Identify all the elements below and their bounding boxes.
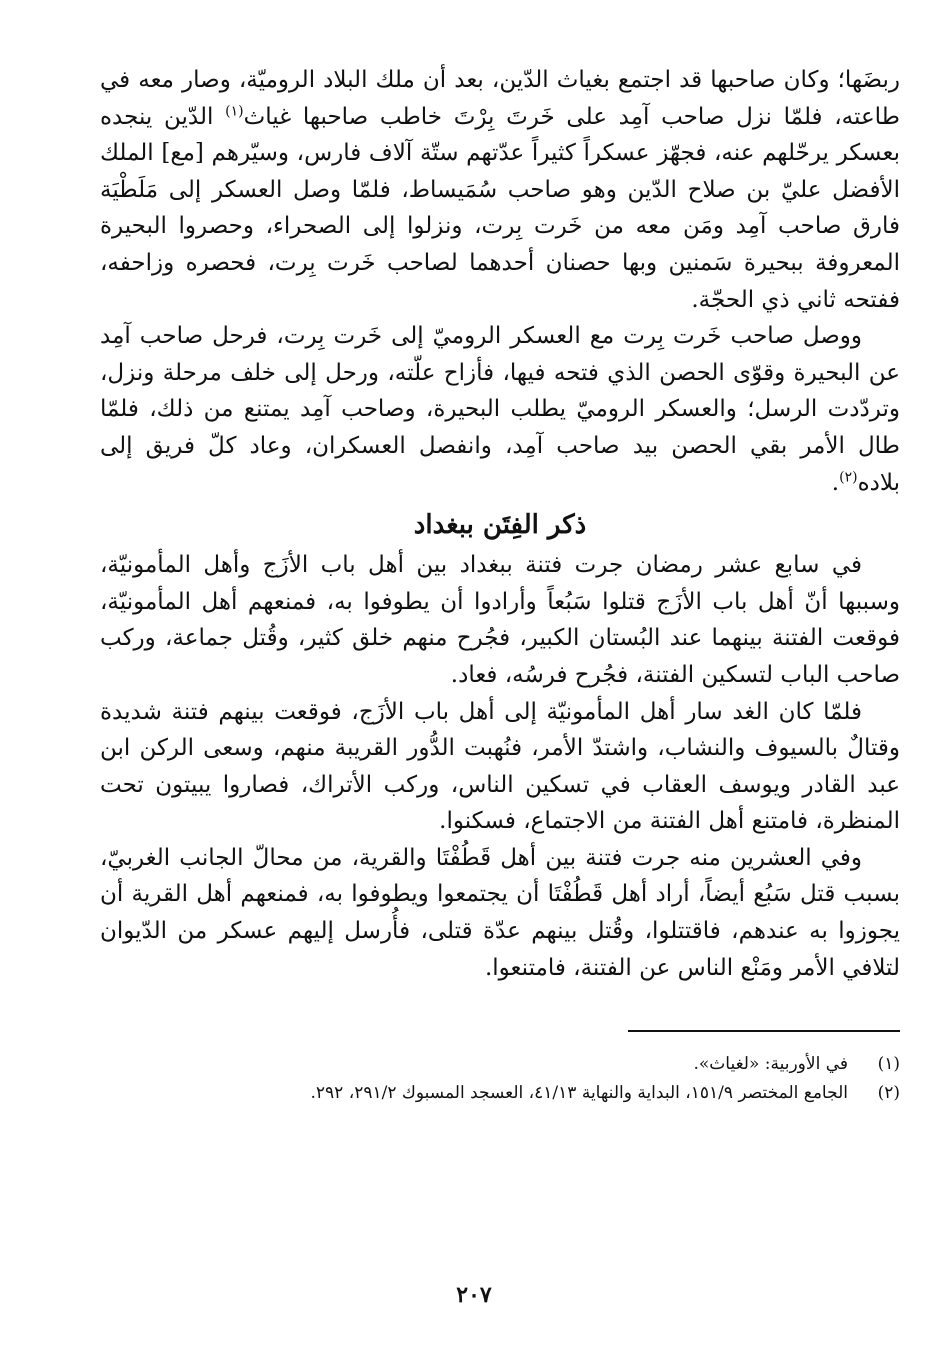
section-heading: ذكر الفِتَن ببغداد: [413, 510, 587, 541]
footnote-2: [100, 1079, 900, 1108]
paragraph-1-text-b: الدّين ينجده بعسكر يرحّلهم عنه، فجهّز عسكراً كثيراً عدّتهم ستّة آلاف فارس، وسيّرهم [مع] الملك الأفضل عليّ بن صلاح الدّين وهو صاحب سُمَيساط، فلمّا وصل العسكر إلى مَلَطْيَة فارق صاحب آمِد ومَن معه من خَرت بِرت، ونزلوا إلى الصحراء، وحصروا البحيرة المعروفة ببحيرة سَمنين وبها حصنان أحدهما لصاحب خَرت بِرت، فحصره وزاحفه، ففتحه ثاني ذي الحجّة.: [100, 103, 900, 313]
paragraph-2-text-a: ووصل صاحب خَرت بِرت مع العسكر الروميّ إلى خَرت بِرت، فرحل صاحب آمِد عن البحيرة وقوّى الحصن الذي فتحه فيها، فأزاح علّته، ورحل إلى خلف مرحلة ونزل، وتردّدت الرسل؛ والعسكر الروميّ يطلب البحيرة، وصاحب آمِد يمتنع من ذلك، فلمّا طال الأمر بقي الحصن بيد صاحب آمِد، وانفصل العسكران، وعاد كلّ فريق إلى بلاده: [100, 323, 900, 496]
paragraph-1-text-a: ربضَها؛ وكان صاحبها قد اجتمع بغياث الدّين، بعد أن ملك البلاد الروميّة، وصار معه في طاعته، فلمّا نزل صاحب آمِد على خَرتَ بِرْتَ خاطب صاحبها غياث: [100, 67, 900, 130]
footnote-text: في الأوربية: «لغياث».: [693, 1054, 848, 1075]
page-content: [100, 62, 900, 1352]
paragraph-2: [100, 318, 900, 501]
footnote-number: (١): [877, 1054, 900, 1075]
footnote-number: (٢): [877, 1083, 900, 1104]
footnote-1: [100, 1050, 900, 1079]
footnote-ref-2: (٢): [839, 468, 858, 485]
paragraph-3: في سابع عشر رمضان جرت فتنة ببغداد بين أهل باب الأزَج وأهل المأمونيّة، وسببها أنّ أهل باب الأزَج قتلوا سَبُعاً وأرادوا أن يطوفوا به، فمنعهم أهل المأمونيّة، فوقعت الفتنة بينهما عند البُستان الكبير، فجُرح منهم خلق كثير، وقُتل جماعة، وركب صاحب الباب لتسكين الفتنة، فجُرح فرسُه، فعاد.: [100, 552, 900, 688]
page-number: ٢٠٧: [456, 1282, 492, 1308]
footnote-text: الجامع المختصر ١٥١/٩، البداية والنهاية ٤١/١٣، العسجد المسبوك ٢٩١/٢، ٢٩٢.: [310, 1083, 848, 1104]
paragraph-5: وفي العشرين منه جرت فتنة بين أهل قَطُفْتَا والقرية، من محالّ الجانب الغربيّ، بسبب قتل سَبُع أيضاً، أراد أهل قَطُفْتَا أن يجتمعوا ويطوفوا به، فمنعهم أهل القرية أن يجوزوا به عندهم، فاقتتلوا، وقُتل بينهم عدّة قتلى، فأُرسل إليهم عسكر من الدّيوان لتلافي الأمر ومَنْع الناس عن الفتنة، فامتنعوا.: [100, 844, 900, 981]
footnotes: [100, 1050, 900, 1108]
footnote-divider: [628, 1030, 900, 1032]
footnote-ref-1: (١): [225, 102, 244, 119]
paragraph-1: [100, 62, 900, 318]
paragraph-4: فلمّا كان الغد سار أهل المأمونيّة إلى أهل باب الأزَج، فوقعت بينهم فتنة شديدة وقتالٌ بالسيوف والنشاب، واشتدّ الأمر، فنُهبت الدُّور القريبة منهم، وسعى الركن ابن عبد القادر ويوسف العقاب في تسكين الناس، وركب الأتراك، فصاروا يبيتون تحت المنظرة، فامتنع أهل الفتنة من الاجتماع، فسكنوا.: [100, 698, 900, 835]
paragraph-2-text-b: .: [831, 469, 840, 496]
